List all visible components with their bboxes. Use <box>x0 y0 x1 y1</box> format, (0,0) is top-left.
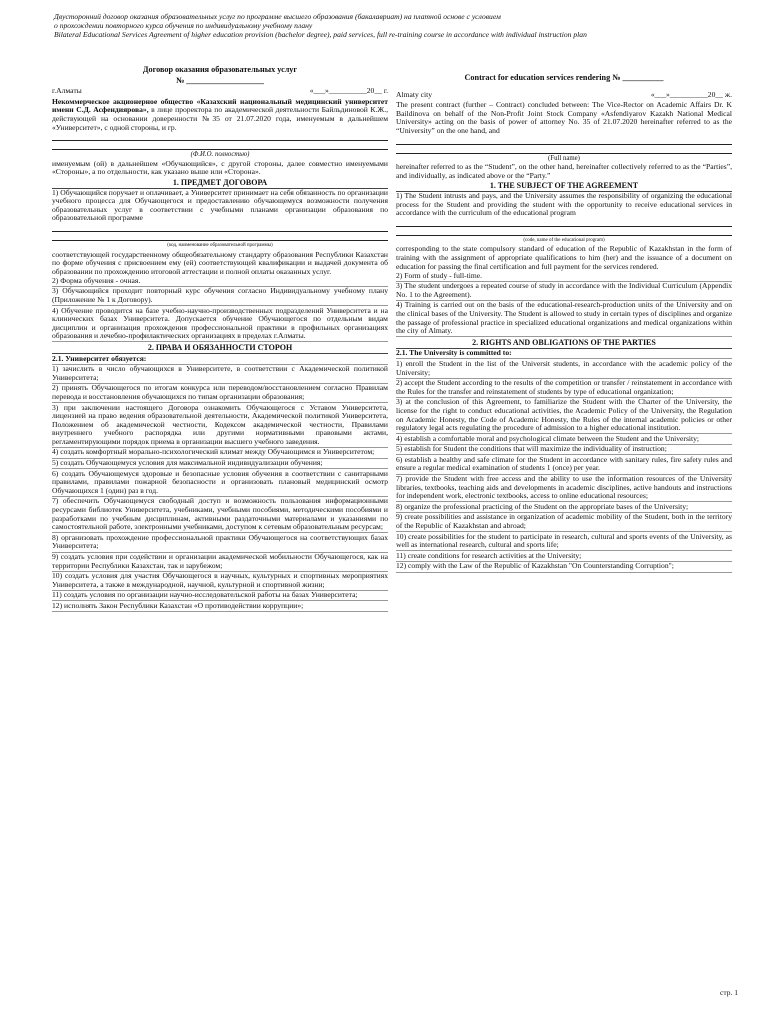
ru-contract-number: № ___________________ <box>175 75 265 85</box>
en-obligations-list <box>396 359 732 572</box>
list-item: 6) establish a healthy and safe climate for the Student in accordance with sanitary rules, fire safety rules and ensure a regular medical examination of students 1 (once) per year. <box>396 455 732 474</box>
en-date: «___»__________20__ ж. <box>650 89 732 99</box>
list-item: 1) зачислить в число обучающихся в Университете, в соответствии с Академической политикой Университета; <box>52 365 388 384</box>
en-title: Contract for education services rendering № __________ <box>464 73 664 82</box>
list-item: 4) establish a comfortable moral and psychological climate between the Student and the University; <box>396 434 732 445</box>
list-item: 7) provide the Student with free access and the ability to use the information resources of the University libraries, textbooks, teaching aids and developments in academic disciplines, active handouts and instructions for independent work, electronic textbooks, access to online educational resources; <box>396 475 732 503</box>
list-item: 10) создать условия для участия Обучающегося в научных, культурных и спортивных мероприятиях Университета, а также в международной, научной, культурной и спортивной жизни; <box>52 572 388 591</box>
en-intro-2: hereinafter referred to as the “Student”, on the other hand, hereinafter collectively referred to as the “Parties”, and individually, as indicated above or the “Party.” <box>396 162 732 180</box>
en-subsection-2-1: 2.1. The University is committed to: <box>396 349 732 360</box>
header-line-1: Двусторонний договор оказания образовательных услуг по программе высшего образования (бакалавриат) на платной основе с условием <box>54 12 501 21</box>
list-item: 11) создать условия по организации научно-исследовательской работы на базах Университета; <box>52 591 388 602</box>
list-item: 9) create possibilities and assistance in organization of academic mobility of the Student, both in the territory of the Republic of Kazakhstan and abroad; <box>396 513 732 532</box>
en-intro: The present contract (further – Contract) concluded between: The Vice-Rector on Academic Affairs Dr. K Baildinova on behalf of the Non-Profit Joint Stock Company «Asfendiyarov Kazakh National Medical University» acting on the basis of power of attorney No. 35 of 21.07.2020 hereinafter referred to as the “University” on the one hand, and <box>396 100 732 135</box>
ru-name-line-2[interactable] <box>52 143 388 150</box>
ru-fio-caption: (Ф.И.О. полностью) <box>190 151 250 159</box>
page-number: стр. 1 <box>720 988 738 997</box>
en-para-4: 4) Training is carried out on the basis of the educational-research-production units of the University and on the clinical bases of the University. The Student is allowed to study in certain types of disciplines and organize the passage of professional practice in specialized educational organizations and medical organizations within the city of Almaty. <box>396 301 732 337</box>
en-city-date-row <box>396 91 732 100</box>
en-para-1: 1) The Student intrusts and pays, and the University assumes the responsibility of organizing the educational process for the Student and providing the student with the opportunity to receive educational services in accordance with the curriculum of the educational program <box>396 190 732 218</box>
en-city: Almaty city <box>396 89 433 99</box>
list-item: 11) create conditions for research activities at the University; <box>396 551 732 562</box>
list-item: 5) создать Обучающемуся условия для максимальной индивидуализации обучения; <box>52 459 388 470</box>
ru-title: Договор оказания образовательных услуг <box>142 65 298 74</box>
russian-column <box>52 66 388 612</box>
ru-para-3: 3) Обучающийся проходит повторный курс обучения согласно Индивидуальному учебному плану (Приложение № 1 к Договору). <box>52 287 388 306</box>
ru-subsection-2-1: 2.1. Университет обязуется: <box>52 354 388 365</box>
en-program-line[interactable] <box>396 220 732 227</box>
ru-intro-party: Некоммерческое акционерное общество «Казахский национальный медицинский университет имени С.Д. Асфендиярова», <box>52 96 388 115</box>
list-item: 4) создать комфортный морально-психологический климат между Обучающимся и Университетом; <box>52 448 388 459</box>
ru-city: г.Алматы <box>52 86 82 96</box>
list-item: 12) comply with the Law of the Republic of Kazakhstan "On Counterstanding Corruption"; <box>396 562 732 573</box>
document-header <box>54 12 734 39</box>
list-item: 7) обеспечить Обучающемуся свободный доступ и возможность пользования информационными ресурсами библиотек Университета, учебниками, учебными пособиями, методическими пособиями и разработками по учебным дисциплинам, активными раздаточными материалами и указаниями по самостоятельной работе, электронными учебниками, доступом к сетевым образовательным ресурсам; <box>52 497 388 533</box>
ru-section-1-heading: 1. ПРЕДМЕТ ДОГОВОРА <box>52 178 388 189</box>
ru-program-caption: (код, наименование образовательной программы) <box>167 242 273 248</box>
en-para-1b: corresponding to the state compulsory standard of education of the Republic of Kazakhstan in the form of training with the assignment of appropriate qualifications to him (her) and the issuance of a document on education for passing the final certification and full payment for the services rendered. <box>396 244 732 271</box>
ru-intro-text: в лице проректора по академической деятельности Байльдиновой К.Ж., действующей на основании доверенности №35 от 21.07.2020 года, именуемым в дальнейшем «Университет», с одной стороны, и гр. <box>52 105 388 132</box>
ru-program-line[interactable] <box>52 225 388 232</box>
ru-date: «___»__________20__ г. <box>309 86 388 96</box>
header-line-3: Bilateral Educational Services Agreement of higher education provision (bachelor degree), paid services, full re-training course in accordance with individual instruction plan <box>54 30 587 39</box>
list-item: 12) исполнять Закон Республики Казахстан «О противодействии коррупции»; <box>52 601 388 612</box>
ru-obligations-list <box>52 365 388 612</box>
list-item: 9) создать условия при содействии и организации академической мобильности Обучающегося, как на территории Республики Казахстан, так и зарубежом; <box>52 553 388 572</box>
list-item: 3) at the conclusion of this Agreement, to familiarize the Student with the Charter of the University, the license for the right to conduct educational activities, the Academic Policy of the University, the Regulation on Academic Honesty, the Code of Academic Honesty, the Rules of the internal academic policies or other regulatory legal acts regulating the procedure of admission to a higher educational institution. <box>396 398 732 434</box>
ru-city-date-row <box>52 87 388 96</box>
list-item: 6) создать Обучающемуся здоровые и безопасные условия обучения в соответствии с санитарными правилами, правилами пожарной безопасности и организовать плановый медицинский осмотр Обучающихся 1 (один) раз в год. <box>52 469 388 497</box>
ru-section-2-heading: 2. ПРАВА И ОБЯЗАННОСТИ СТОРОН <box>52 343 388 354</box>
list-item: 2) accept the Student according to the results of the competition or transfer / reinstatement in accordance with the Rules for the transfer and reinstatement of students by type of educational organization; <box>396 379 732 398</box>
en-name-line-2[interactable] <box>396 147 732 154</box>
en-fio-caption: (Full name) <box>548 154 580 162</box>
header-line-2: о прохождении повторного курса обучения по индивидуальному учебному плану <box>54 21 313 30</box>
en-name-line[interactable] <box>396 138 732 145</box>
ru-para-1: 1) Обучающийся поручает и оплачивает, а Университет принимает на себя обязанность по организации учебного процесса для Обучающегося и предоставлению обучающемуся возможности получения образовательных услуг в соответствии с учебными планами организации образования по образовательной программе <box>52 187 388 223</box>
en-para-3: 3) The student undergoes a repeated course of study in accordance with the Individual Curriculum (Appendix No. 1 to the Agreement). <box>396 282 732 301</box>
en-program-line-2[interactable] <box>396 229 732 236</box>
list-item: 1) enroll the Student in the list of the Universit students, in accordance with the academic policy of the University; <box>396 359 732 378</box>
ru-para-2: 2) Форма обучения - очная. <box>52 276 388 287</box>
ru-para-4: 4) Обучение проводится на базе учебно-научно-производственных подразделений Университета и на клинических базах Университета. Допускается обучение Обучающегося по отдельным видам дисциплин и организация прохождения профессиональной практики в профильных организациях образования и лечебно-профилактических организациях в пределах г.Алматы. <box>52 306 388 342</box>
en-section-1-heading: 1. THE SUBJECT OF THE AGREEMENT <box>396 181 732 192</box>
en-section-2-heading: 2. RIGHTS AND OBLIGATIONS OF THE PARTIES <box>396 338 732 349</box>
list-item: 8) organize the professional practicing of the Student on the appropriate bases of the University; <box>396 502 732 513</box>
ru-name-line[interactable] <box>52 134 388 141</box>
en-para-2: 2) Form of study - full-time. <box>396 271 732 282</box>
ru-intro-2: именуемым (ой) в дальнейшем «Обучающийся», с другой стороны, далее совместно именуемыми «Стороны», а по отдельности, как указано выше или «Сторона». <box>52 158 388 177</box>
list-item: 8) организовать прохождение профессиональной практики Обучающегося на соответствующих базах Университета; <box>52 533 388 552</box>
ru-program-line-2[interactable] <box>52 234 388 241</box>
ru-para-1b: соответствующей государственному общеобязательному стандарту образования Республики Казахстан по форме обучения с присвоением ему (ей) соответствующей квалификации и выдачей документа об образовании по прохождению итоговой аттестации и полной оплаты оказанных услуг. <box>52 249 388 276</box>
list-item: 10) create possibilities for the student to participate in research, cultural and sports events of the University, as well as international research, cultural and sports life; <box>396 532 732 551</box>
list-item: 5) establish for Student the conditions that will maximize the individuality of instruction; <box>396 445 732 456</box>
en-program-caption: (code, name of the educational program) <box>523 237 605 243</box>
list-item: 3) при заключении настоящего Договора ознакомить Обучающегося с Уставом Университета, лицензией на право ведения образовательной деятельности, Академической политикой Университета, Положением об академической честности, Кодексом академической честности, Правилами внутреннего учебного распорядка или другими нормативными правовыми актами, регламентирующими порядок приема в организации высшего учебного заведения. <box>52 403 388 448</box>
ru-intro <box>52 98 388 132</box>
english-column <box>396 66 732 573</box>
list-item: 2) принять Обучающегося по итогам конкурса или переводом/восстановлением согласно Правилам перевода и восстановления обучающихся по типам организации образования; <box>52 384 388 403</box>
